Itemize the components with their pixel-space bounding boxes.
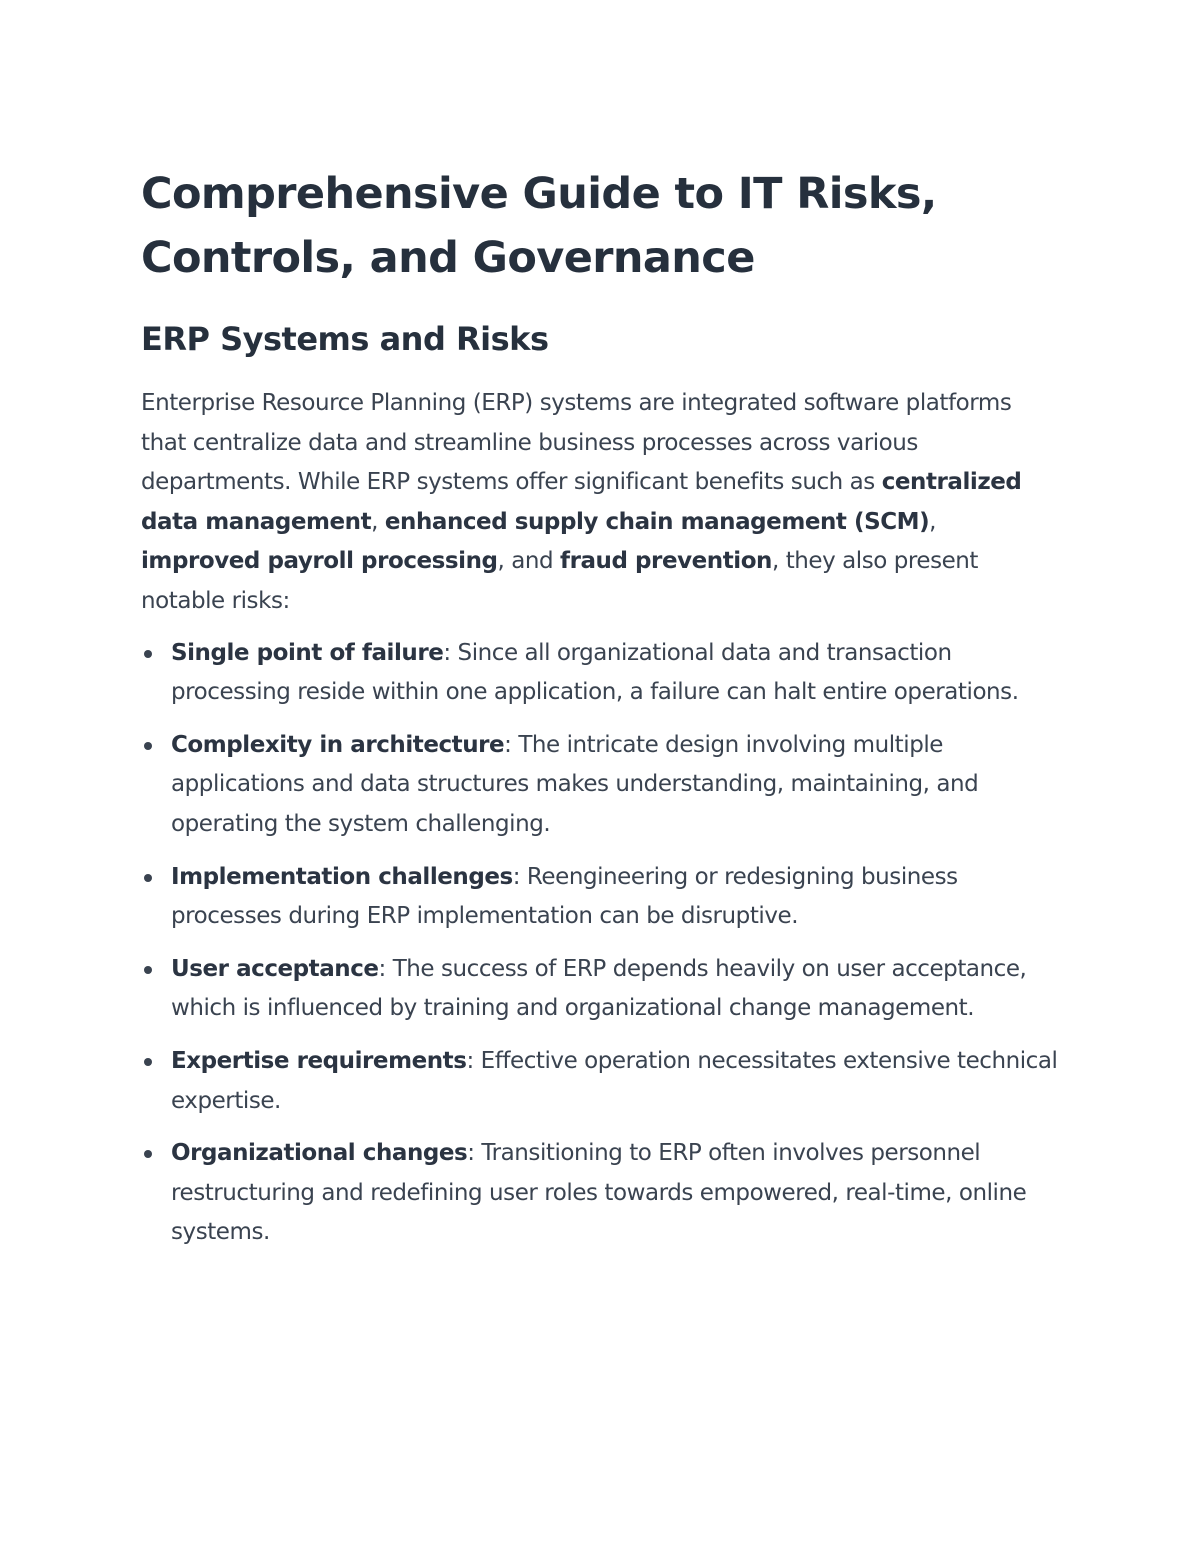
bullet-icon: [144, 966, 152, 974]
risk-term: Expertise requirements: [171, 1047, 467, 1074]
bullet-icon: [144, 742, 152, 750]
bullet-icon: [144, 874, 152, 882]
list-item: [141, 950, 1061, 1029]
intro-text: , they also present notable risks:: [141, 548, 979, 614]
list-item: [141, 1042, 1061, 1121]
intro-paragraph: [141, 384, 1061, 622]
risk-description: : Transitioning to ERP often involves personnel restructuring and redefining user roles towards empowered, real-time, online systems.: [171, 1140, 1027, 1246]
benefit-fraud-prevention: fraud prevention: [560, 548, 772, 575]
risk-description: : Since all organizational data and transaction processing reside within one application, a failure can halt entire operations.: [171, 639, 1019, 706]
risk-term: Implementation challenges: [171, 863, 513, 890]
risk-term: User acceptance: [171, 955, 379, 982]
section-heading: ERP Systems and Risks: [141, 320, 549, 358]
risk-list: [141, 634, 1061, 1253]
bullet-icon: [144, 650, 152, 658]
intro-separator: ,: [371, 508, 385, 535]
document-title: Comprehensive Guide to IT Risks, Controls, and Governance: [141, 169, 937, 283]
risk-description: : The success of ERP depends heavily on user acceptance, which is influenced by training and organizational change management.: [171, 955, 1027, 1022]
bullet-icon: [144, 1150, 152, 1158]
benefit-payroll: improved payroll processing: [141, 548, 498, 575]
benefit-centralized-data: centralized data management: [141, 469, 1022, 535]
list-item: [141, 1134, 1061, 1253]
list-item: [141, 726, 1061, 845]
intro-text: Enterprise Resource Planning (ERP) systems are integrated software platforms that centralize data and streamline business processes across various departments. While ERP systems offer significant benefits such as: [141, 390, 1012, 496]
document-page: [141, 162, 1061, 1266]
list-item: [141, 634, 1061, 713]
risk-term: Complexity in architecture: [171, 731, 505, 758]
risk-description: : Effective operation necessitates extensive technical expertise.: [171, 1047, 1058, 1114]
risk-term: Organizational changes: [171, 1140, 468, 1167]
risk-term: Single point of failure: [171, 639, 444, 666]
intro-separator: , and: [497, 548, 561, 575]
benefit-scm: enhanced supply chain management (SCM): [384, 508, 930, 535]
intro-separator: ,: [929, 508, 937, 535]
list-item: [141, 858, 1061, 937]
risk-description: : The intricate design involving multiple applications and data structures makes understanding, maintaining, and operating the system challenging.: [171, 731, 979, 837]
risk-description: : Reengineering or redesigning business processes during ERP implementation can be disruptive.: [171, 863, 958, 930]
bullet-icon: [144, 1058, 152, 1066]
